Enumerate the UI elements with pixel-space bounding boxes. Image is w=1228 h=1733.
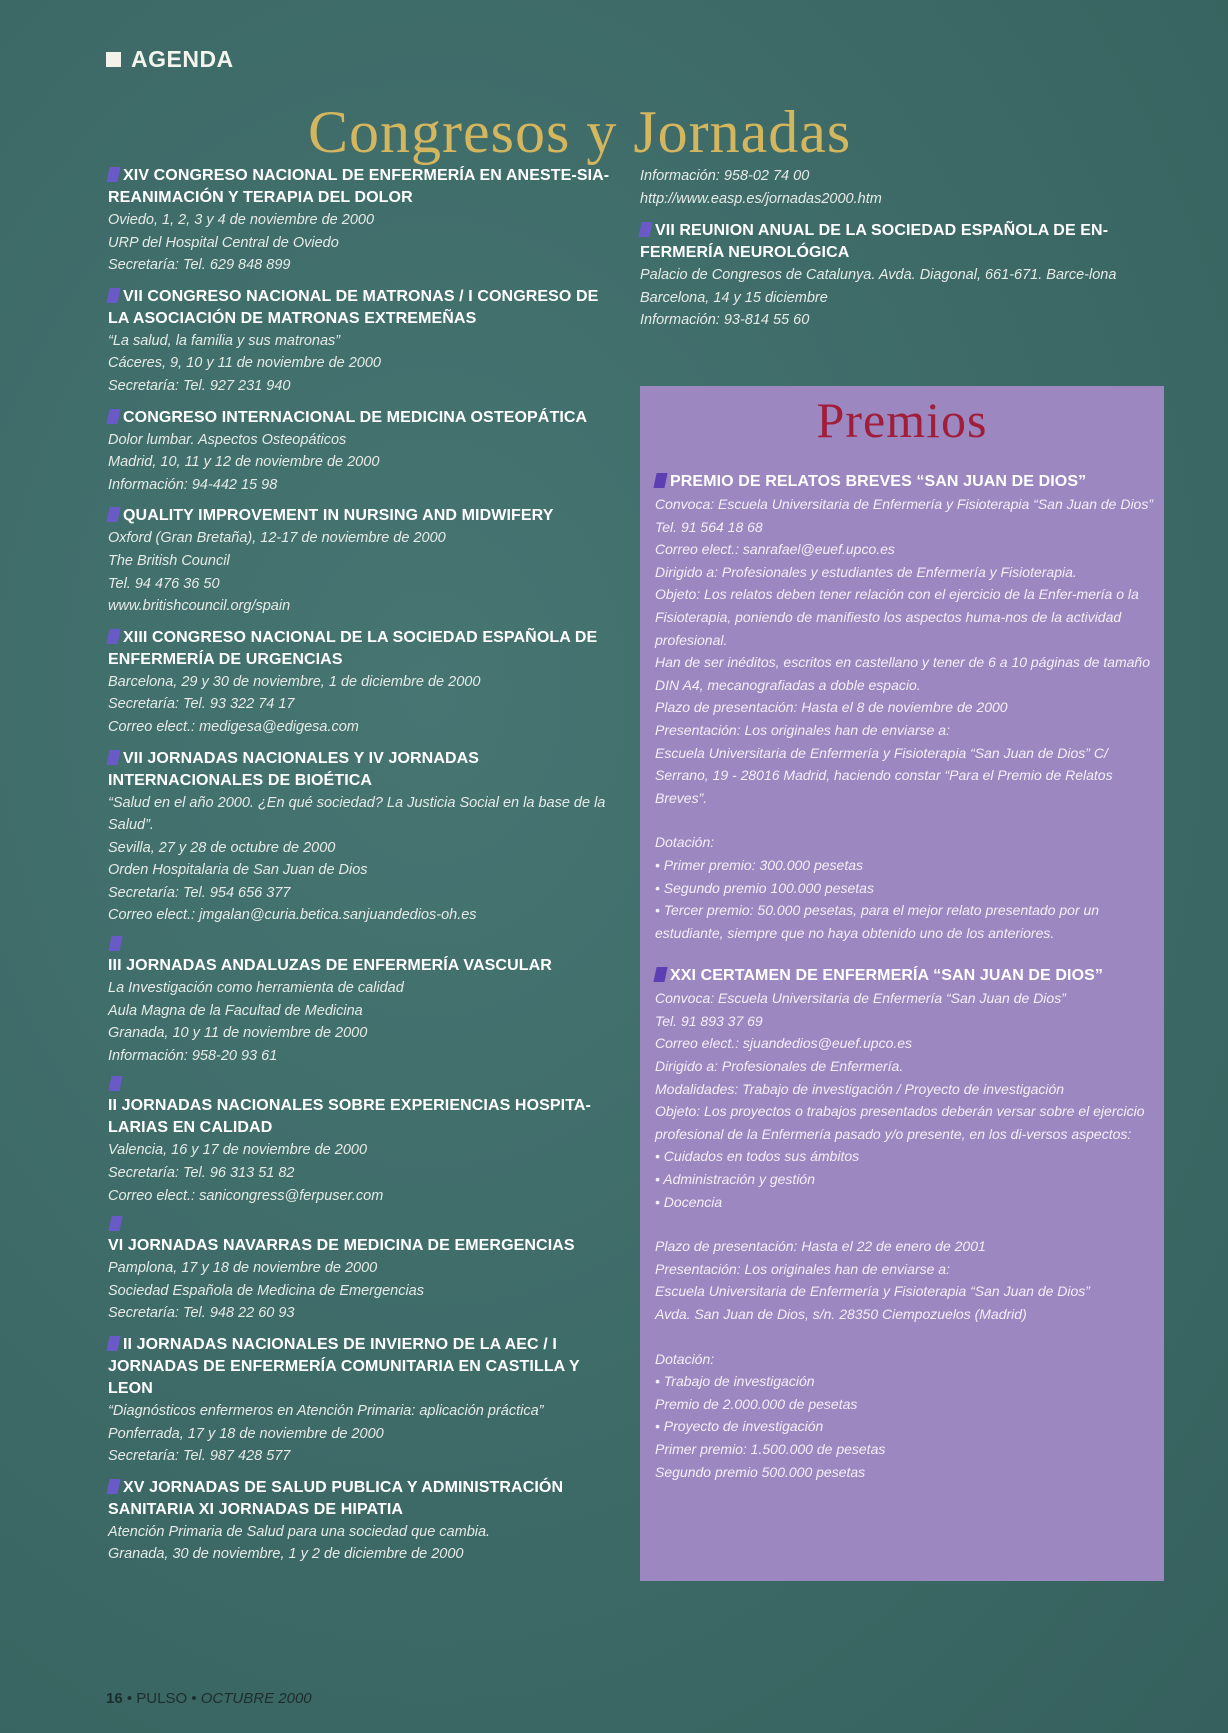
page-footer	[106, 1690, 312, 1707]
premios-title: Premios	[816, 392, 988, 448]
event-line: Aula Magna de la Facultad de Medicina	[108, 1002, 363, 1019]
event-line: The British Council	[108, 552, 230, 569]
prize-line: Plazo de presentación: Hasta el 8 de noviembre de 2000	[655, 699, 1008, 716]
event-line: Secretaría: Tel. 927 231 940	[108, 377, 291, 394]
prize-title: PREMIO DE RELATOS BREVES “SAN JUAN DE DIOS”	[670, 473, 1087, 490]
magazine-name: PULSO	[136, 1690, 188, 1707]
plazo-line: Plazo de presentación: Hasta el 22 de enero de 2001	[655, 1238, 986, 1255]
bullet-icon	[108, 936, 122, 951]
right-column-top	[640, 165, 1160, 341]
bullet-icon	[106, 629, 120, 644]
event-title: VII REUNION ANUAL DE LA SOCIEDAD ESPAÑOLA DE EN-FERMERÍA NEUROLÓGICA	[640, 222, 1109, 262]
premios-content	[655, 471, 1155, 1492]
event-line: Dolor lumbar. Aspectos Osteopáticos	[108, 431, 347, 448]
left-column	[108, 165, 618, 1575]
dotacion-line: • Primer premio: 300.000 pesetas	[655, 856, 864, 873]
bullet-icon	[106, 1479, 120, 1494]
event-line: Sevilla, 27 y 28 de octubre de 2000	[108, 839, 336, 856]
event-line: Sociedad Española de Medicina de Emergencias	[108, 1282, 424, 1299]
event-line: Cáceres, 9, 10 y 11 de noviembre de 2000	[108, 355, 381, 372]
dotacion-line: • Proyecto de investigación	[655, 1418, 824, 1435]
prize-line: • Cuidados en todos sus ámbitos	[655, 1148, 860, 1165]
prize-line: Dirigido a: Profesionales y estudiantes de Enfermería y Fisioterapia.	[655, 563, 1077, 580]
bullet-icon	[108, 1076, 122, 1091]
event-line: “La salud, la familia y sus matronas”	[108, 332, 341, 349]
dotacion-line: Segundo premio 500.000 pesetas	[655, 1463, 866, 1480]
event-line: Información: 94-442 15 98	[108, 476, 278, 493]
prize-line: Escuela Universitaria de Enfermería y Fisioterapia “San Juan de Dios” C/ Serrano, 19 - 28016 Madrid, haciendo constar “Para el Premio de Relatos Breves”.	[655, 744, 1113, 806]
event-line: Tel. 94 476 36 50	[108, 575, 220, 592]
prize-line: • Docencia	[655, 1193, 723, 1210]
event-line: Secretaría: Tel. 948 22 60 93	[108, 1305, 295, 1322]
prize-line: Tel. 91 893 37 69	[655, 1012, 763, 1029]
event-line: Oxford (Gran Bretaña), 12-17 de noviembre de 2000	[108, 530, 446, 547]
event-link[interactable]: www.britishcouncil.org/spain	[108, 598, 291, 615]
dotacion-line: Dotación:	[655, 834, 715, 851]
dotacion-line: • Segundo premio 100.000 pesetas	[655, 879, 874, 896]
prize-line: Objeto: Los relatos deben tener relación con el ejercicio de la Enfer-mería o la Fisioterapia, poniendo de manifiesto los aspectos huma-nos de la actividad profesional.	[655, 586, 1139, 648]
event-line: Información: 958-02 74 00	[640, 168, 810, 184]
event-line: La Investigación como herramienta de calidad	[108, 980, 404, 997]
event-line: “Diagnósticos enfermeros en Atención Primaria: aplicación práctica”	[108, 1403, 544, 1419]
page-number: 16	[106, 1690, 123, 1707]
event-title: QUALITY IMPROVEMENT IN NURSING AND MIDWIFERY	[123, 507, 554, 525]
event-title: III JORNADAS ANDALUZAS DE ENFERMERÍA VASCULAR	[108, 957, 552, 975]
event-title: VII JORNADAS NACIONALES Y IV JORNADAS INTERNACIONALES DE BIOÉTICA	[108, 749, 480, 789]
event-email[interactable]: Correo elect.: medigesa@edigesa.com	[108, 718, 359, 735]
event-line: URP del Hospital Central de Oviedo	[108, 234, 339, 251]
event-title: VI JORNADAS NAVARRAS DE MEDICINA DE EMERGENCIAS	[108, 1237, 575, 1255]
event-line: Secretaría: Tel. 954 656 377	[108, 884, 291, 901]
event-line: Secretaría: Tel. 93 322 74 17	[108, 696, 295, 713]
event-line: Ponferrada, 17 y 18 de noviembre de 2000	[108, 1425, 384, 1442]
event-email[interactable]: Correo elect.: sanicongress@ferpuser.com	[108, 1187, 384, 1204]
bullet-icon	[106, 288, 120, 303]
bullet-icon	[638, 222, 652, 237]
event-entry	[108, 1477, 618, 1566]
event-entry	[108, 407, 618, 497]
square-icon	[106, 52, 121, 67]
prize-line: Objeto: Los proyectos o trabajos presentados deberán versar sobre el ejercicio profesional de la Enfermería pasado y/o presente, en los di-versos aspectos:	[655, 1103, 1145, 1142]
event-link[interactable]: http://www.easp.es/jornadas2000.htm	[640, 190, 882, 207]
event-line: Secretaría: Tel. 987 428 577	[108, 1448, 291, 1465]
bullet-icon	[106, 167, 120, 182]
event-line: Secretaría: Tel. 629 848 899	[108, 257, 291, 274]
event-line: Barcelona, 14 y 15 diciembre	[640, 289, 828, 306]
event-line: Oviedo, 1, 2, 3 y 4 de noviembre de 2000	[108, 212, 375, 228]
dotacion-line: Premio de 2.000.000 de pesetas	[655, 1395, 858, 1412]
event-entry	[108, 627, 618, 739]
dotacion-line: • Tercer premio: 50.000 pesetas, para el mejor relato presentado por un estudiante, siempre que no haya obtenido uno de los anteriores.	[655, 902, 1100, 941]
dotacion-line: • Trabajo de investigación	[655, 1373, 815, 1390]
event-line: Palacio de Congresos de Catalunya. Avda. Diagonal, 661-671. Barce-lona	[640, 267, 1117, 284]
event-line: Pamplona, 17 y 18 de noviembre de 2000	[108, 1260, 378, 1277]
bullet-icon	[108, 1216, 122, 1231]
bullet-icon	[106, 750, 120, 765]
event-entry	[640, 220, 1160, 332]
event-line: “Salud en el año 2000. ¿En qué sociedad? La Justicia Social en la base de la Salud”.	[108, 794, 606, 834]
prize-line: Dirigido a: Profesionales de Enfermería.	[655, 1058, 904, 1075]
plazo-line: Avda. San Juan de Dios, s/n. 28350 Ciempozuelos (Madrid)	[655, 1306, 1027, 1322]
footer-separator: •	[191, 1690, 197, 1707]
event-line: Información: 93-814 55 60	[640, 312, 810, 329]
bullet-icon	[106, 1336, 120, 1351]
bullet-icon	[653, 967, 667, 982]
prize-line: • Administración y gestión	[655, 1171, 816, 1188]
event-line: Secretaría: Tel. 96 313 51 82	[108, 1165, 295, 1182]
prize-title: XXI CERTAMEN DE ENFERMERÍA “SAN JUAN DE DIOS”	[670, 967, 1103, 985]
event-entry	[108, 1216, 618, 1325]
event-title: II JORNADAS NACIONALES SOBRE EXPERIENCIAS HOSPITA-LARIAS EN CALIDAD	[108, 1097, 591, 1137]
event-entry	[108, 165, 618, 277]
event-line: Barcelona, 29 y 30 de noviembre, 1 de diciembre de 2000	[108, 673, 481, 690]
dotacion-line: Dotación:	[655, 1350, 715, 1367]
event-line: Información: 958-20 93 61	[108, 1047, 278, 1064]
event-title: VII CONGRESO NACIONAL DE MATRONAS / I CONGRESO DE LA ASOCIACIÓN DE MATRONAS EXTREMEÑAS	[108, 287, 599, 327]
prize-line: Convoca: Escuela Universitaria de Enfermería y Fisioterapia “San Juan de Dios”	[655, 496, 1154, 512]
prize-line: Modalidades: Trabajo de investigación / Proyecto de investigación	[655, 1080, 1065, 1097]
event-line: Granada, 10 y 11 de noviembre de 2000	[108, 1025, 368, 1042]
prize-line: Tel. 91 564 18 68	[655, 518, 763, 535]
event-line: Orden Hospitalaria de San Juan de Dios	[108, 862, 368, 879]
issue-date: OCTUBRE 2000	[200, 1690, 312, 1707]
prize-email[interactable]: Correo elect.: sanrafael@euef.upco.es	[655, 541, 895, 558]
event-title: CONGRESO INTERNACIONAL DE MEDICINA OSTEOPÁTICA	[123, 408, 588, 426]
event-title: II JORNADAS NACIONALES DE INVIERNO DE LA AEC / I JORNADAS DE ENFERMERÍA COMUNITARIA EN CASTILLA Y LEON	[108, 1336, 580, 1397]
bullet-icon	[106, 409, 120, 424]
prize-line: Han de ser inéditos, escritos en castellano y tener de 6 a 10 páginas de tamaño DIN A4, mecanografiadas a doble espacio.	[655, 654, 1150, 693]
event-line: Valencia, 16 y 17 de noviembre de 2000	[108, 1142, 368, 1159]
plazo-line: Escuela Universitaria de Enfermería y Fisioterapia “San Juan de Dios”	[655, 1283, 1090, 1300]
section-header	[106, 46, 234, 73]
prize-line: Presentación: Los originales han de enviarse a:	[655, 721, 950, 738]
event-entry	[108, 936, 618, 1067]
plazo-line: Presentación: Los originales han de enviarse a:	[655, 1260, 950, 1277]
bullet-icon	[653, 473, 667, 488]
event-entry	[108, 505, 618, 617]
page-title: Congresos y Jornadas	[308, 99, 852, 165]
event-entry	[108, 748, 618, 928]
prize-email[interactable]: Correo elect.: sjuandedios@euef.upco.es	[655, 1035, 913, 1052]
event-title: XIV CONGRESO NACIONAL DE ENFERMERÍA EN ANESTE-SIA-REANIMACIÓN Y TERAPIA DEL DOLOR	[108, 167, 610, 206]
prize-entry	[655, 471, 1155, 944]
event-line: Granada, 30 de noviembre, 1 y 2 de diciembre de 2000	[108, 1546, 464, 1563]
bullet-icon	[106, 507, 120, 522]
footer-separator: •	[126, 1690, 133, 1707]
prize-entry	[655, 965, 1155, 1483]
event-entry	[108, 1076, 618, 1207]
section-label: AGENDA	[131, 46, 234, 72]
event-title: XV JORNADAS DE SALUD PUBLICA Y ADMINISTRACIÓN SANITARIA XI JORNADAS DE HIPATIA	[108, 1478, 564, 1518]
event-line: Madrid, 10, 11 y 12 de noviembre de 2000	[108, 454, 380, 471]
event-email[interactable]: Correo elect.: jmgalan@curia.betica.sanjuandedios-oh.es	[108, 907, 477, 924]
event-entry	[108, 1334, 618, 1468]
prize-line: Convoca: Escuela Universitaria de Enfermería “San Juan de Dios”	[655, 990, 1066, 1007]
event-title: XIII CONGRESO NACIONAL DE LA SOCIEDAD ESPAÑOLA DE ENFERMERÍA DE URGENCIAS	[108, 628, 598, 668]
event-entry	[108, 286, 618, 398]
dotacion-line: Primer premio: 1.500.000 de pesetas	[655, 1440, 886, 1457]
event-line: Atención Primaria de Salud para una sociedad que cambia.	[108, 1523, 491, 1540]
premios-box	[640, 386, 1164, 1581]
